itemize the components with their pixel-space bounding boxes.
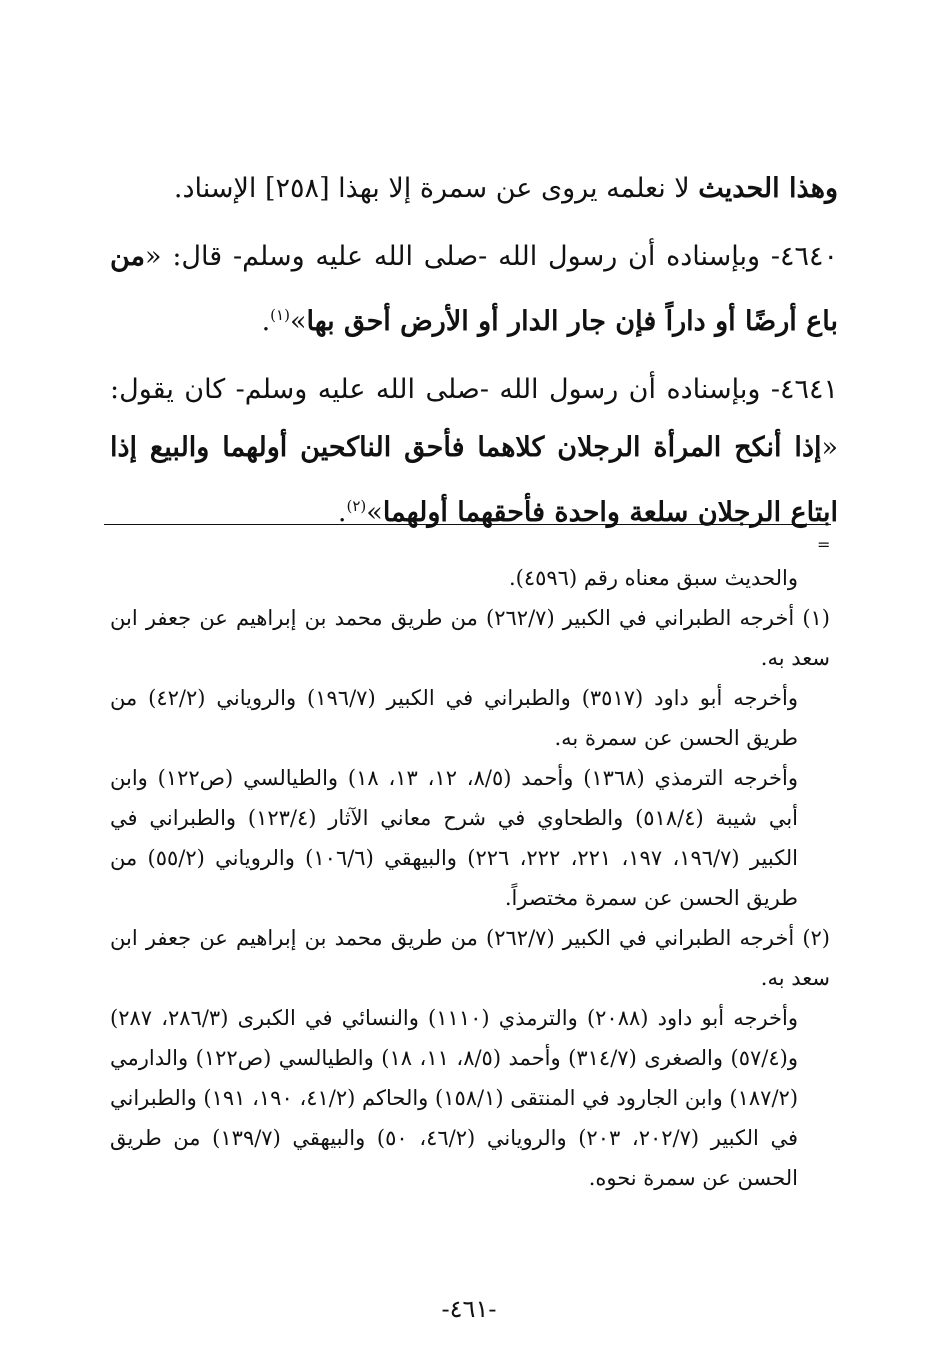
bold-phrase: وهذا الحديث [698,173,838,204]
hadith-4641-intro: ٤٦٤١- وبإسناده أن رسول الله -صلى الله عليه وسلم- كان يقول: « [110,374,838,463]
page-number: -٤٦١- [441,1295,497,1323]
footnote-2: (٢) أخرجه الطبراني في الكبير (٢٦٢/٧) من طريق محمد بن إبراهيم عن جعفر ابن سعد به. [110,926,830,990]
footnote-line: والحديث سبق معناه رقم (٤٥٩٦). [508,566,798,590]
quote-close: » [289,306,307,337]
footnote-1: (١) أخرجه الطبراني في الكبير (٢٦٢/٧) من طريق محمد بن إبراهيم عن جعفر ابن سعد به. [110,606,830,670]
main-text [110,160,838,542]
footnote-ref-2: (٢) [346,497,367,515]
footnote-ref-1: (١) [270,306,290,324]
quote-close: » [366,497,383,528]
footnotes [110,558,830,1198]
hadith-4641 [110,361,838,542]
continuation-mark: = [817,535,831,554]
footnote-line: وأخرجه أبو داود (٢٠٨٨) والترمذي (١١١٠) والنسائي في الكبرى (٢٨٦/٣، ٢٨٧) و(٥٧/٤) والصغرى (٣١٤/٧) وأحمد (٨/٥، ١١، ١٨) والطيالسي (ص١٢٢) والدارمي (١٨٧/٢) وابن الجارود في المنتقى (١٥٨/١) والحاكم (٤١/٢، ١٩٠، ١٩١) والطبراني في الكبير (٢٠٢/٧، ٢٠٣) والروياني (٤٦/٢، ٥٠) والبيهقي (١٣٩/٧) من طريق الحسن عن سمرة نحوه. [110,1006,799,1190]
hadith-4640-text: من باع أرضًا أو داراً فإن جار الدار أو الأرض أحق بها [110,241,838,337]
hadith-4641-text: إذا أنكح المرأة الرجلان كلاهما فأحق الناكحين أولهما والبيع إذا ابتاع الرجلان سلعة واحدة فأحقهما أولهما [110,432,838,528]
footnote-separator [104,524,831,525]
footnote-line: وأخرجه الترمذي (١٣٦٨) وأحمد (٨/٥، ١٢، ١٣، ١٨) والطيالسي (ص١٢٢) وابن أبي شيبة (٥١٨/٤) والطحاوي في شرح معاني الآثار (١٢٣/٤) والطبراني في الكبير (١٩٦/٧، ١٩٧، ٢٢١، ٢٢٢، ٢٢٦) والبيهقي (١٠٦/٦) والروياني (٥٥/٢) من طريق الحسن عن سمرة مختصراً. [110,766,799,910]
full-stop: . [261,306,271,337]
text-line-1 [110,160,838,218]
footnote-line: وأخرجه أبو داود (٣٥١٧) والطبراني في الكبير (١٩٦/٧) والروياني (٤٢/٢) من طريق الحسن عن سمرة به. [110,686,798,750]
text-span: لا نعلمه يروى عن سمرة إلا بهذا [٢٥٨] الإسناد. [173,173,699,204]
hadith-4640 [110,228,838,351]
hadith-4640-intro: ٤٦٤٠- وبإسناده أن رسول الله -صلى الله عليه وسلم- قال: « [145,241,838,272]
full-stop: . [337,497,347,528]
